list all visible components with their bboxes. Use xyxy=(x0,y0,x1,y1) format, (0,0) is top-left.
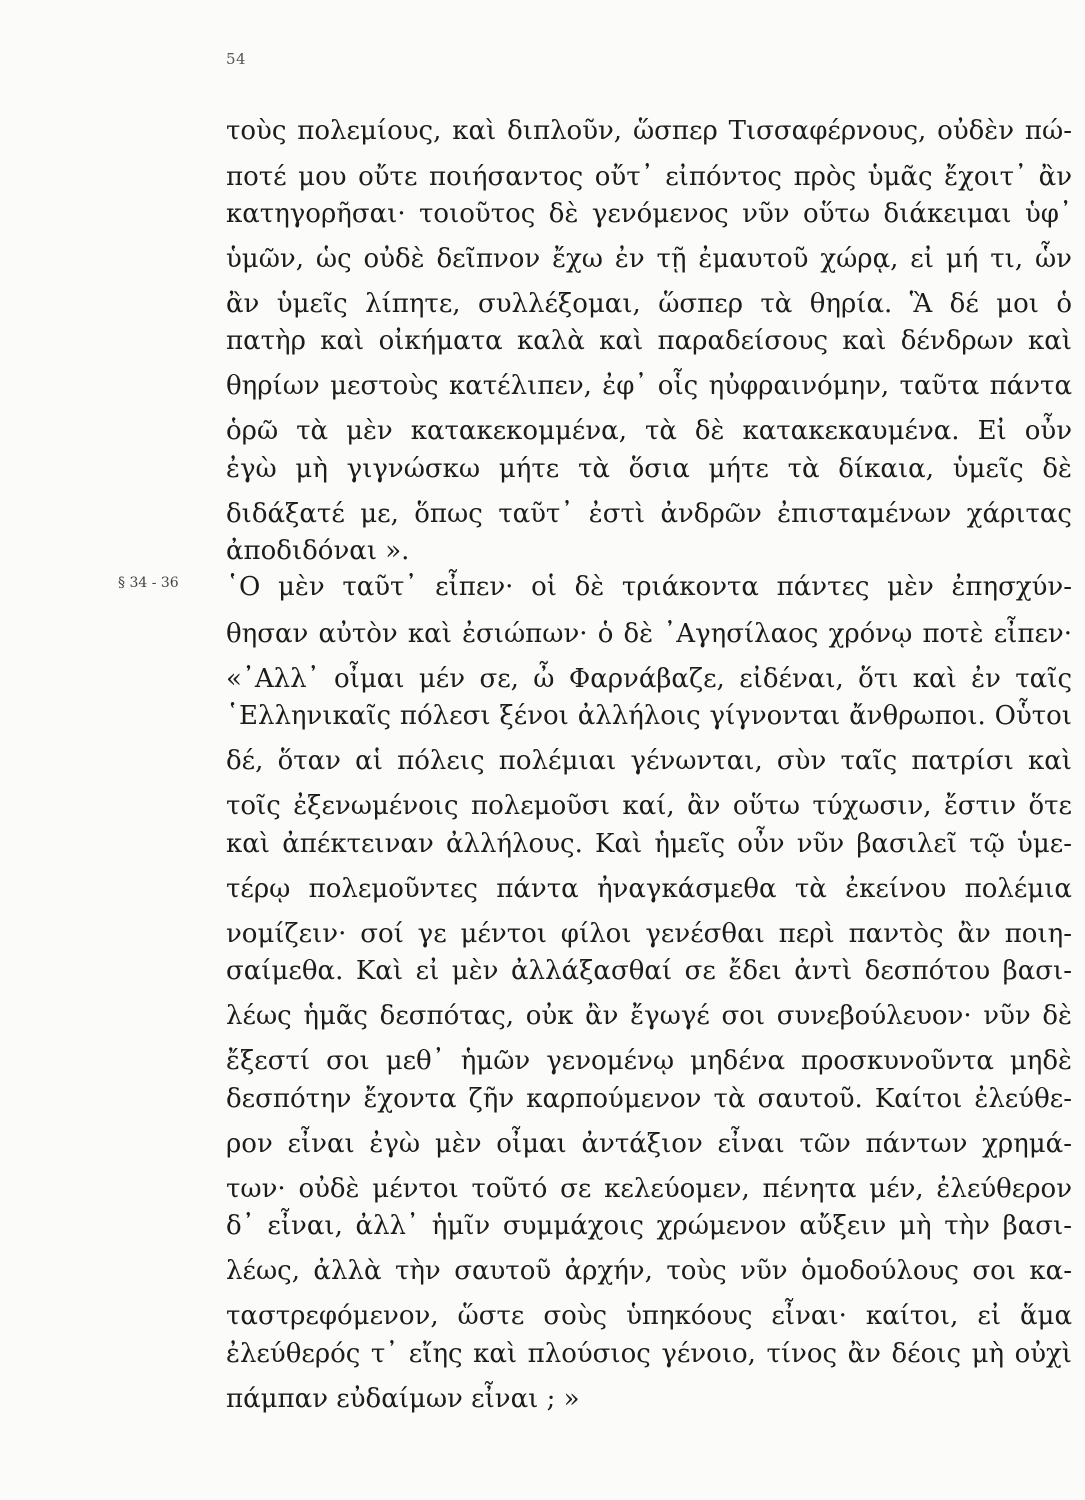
text-line: σαίμεθα. Καὶ εἰ μὲν ἀλλάξασθαί σε ἔδει ἀντὶ δεσπότου βασι- xyxy=(226,956,1072,986)
text-line: ῾Ελληνικαῖς πόλεσι ξένοι ἀλλήλοις γίγνονται ἄνθρωποι. Οὗτοι xyxy=(226,701,1072,731)
text-line: ἔξεστί σοι μεθ᾽ ἡμῶν γενομένῳ μηδένα προσκυνοῦντα μηδὲ xyxy=(226,1046,1072,1076)
text-line: νομίζειν· σοί γε μέντοι φίλοι γενέσθαι περὶ παντὸς ἂν ποιη- xyxy=(226,919,1072,949)
text-line: ἀποδιδόναι ». xyxy=(226,536,410,566)
text-line: ρον εἶναι ἐγὼ μὲν οἶμαι ἀντάξιον εἶναι τῶν πάντων χρημά- xyxy=(226,1129,1072,1159)
text-line: λέως ἡμᾶς δεσπότας, οὐκ ἂν ἔγωγέ σοι συνεβούλευον· νῦν δὲ xyxy=(226,1001,1072,1031)
text-line: πάμπαν εὐδαίμων εἶναι ; » xyxy=(226,1384,580,1414)
text-line: κατηγορῆσαι· τοιοῦτος δὲ γενόμενος νῦν οὕτω διάκειμαι ὑφ᾽ xyxy=(226,199,1072,229)
text-line: καὶ ἀπέκτειναν ἀλλήλους. Καὶ ἡμεῖς οὖν νῦν βασιλεῖ τῷ ὑμε- xyxy=(226,829,1072,859)
text-line: ταστρεφόμενον, ὥστε σοὺς ὑπηκόους εἶναι· καίτοι, εἰ ἅμα xyxy=(226,1301,1072,1331)
text-line: ἐλεύθερός τ᾽ εἴης καὶ πλούσιος γένοιο, τίνος ἂν δέοις μὴ οὐχὶ xyxy=(226,1339,1072,1369)
text-line: ῾Ο μὲν ταῦτ᾽ εἶπεν· οἱ δὲ τριάκοντα πάντες μὲν ἐπησχύν- xyxy=(226,572,1072,602)
text-line: «᾽Αλλ᾽ οἶμαι μέν σε, ὦ Φαρνάβαζε, εἰδέναι, ὅτι καὶ ἐν ταῖς xyxy=(226,664,1072,694)
text-line: θησαν αὐτὸν καὶ ἐσιώπων· ὁ δὲ ᾽Αγησίλαος χρόνῳ ποτὲ εἶπεν· xyxy=(226,619,1072,649)
page-number: 54 xyxy=(226,50,247,68)
text-line: τοῖς ἐξενωμένοις πολεμοῦσι καί, ἂν οὕτω τύχωσιν, ἔστιν ὅτε xyxy=(226,791,1072,821)
text-line: ἐγὼ μὴ γιγνώσκω μήτε τὰ ὅσια μήτε τὰ δίκαια, ὑμεῖς δὲ xyxy=(226,454,1072,484)
text-line: τοὺς πολεμίους, καὶ διπλοῦν, ὥσπερ Τισσαφέρνους, οὐδὲν πώ- xyxy=(226,116,1072,146)
text-line: δ᾽ εἶναι, ἀλλ᾽ ἡμῖν συμμάχοις χρώμενον αὔξειν μὴ τὴν βασι- xyxy=(226,1211,1072,1241)
text-line: δέ, ὅταν αἱ πόλεις πολέμιαι γένωνται, σὺν ταῖς πατρίσι καὶ xyxy=(226,746,1072,776)
text-line: λέως, ἀλλὰ τὴν σαυτοῦ ἀρχήν, τοὺς νῦν ὁμοδούλους σοι κα- xyxy=(226,1256,1072,1286)
text-line: τέρῳ πολεμοῦντες πάντα ἠναγκάσμεθα τὰ ἐκείνου πολέμια xyxy=(226,874,1072,904)
text-line: πατὴρ καὶ οἰκήματα καλὰ καὶ παραδείσους καὶ δένδρων καὶ xyxy=(226,326,1072,356)
text-line: ποτέ μου οὔτε ποιήσαντος οὔτ᾽ εἰπόντος πρὸς ὑμᾶς ἔχοιτ᾽ ἂν xyxy=(226,162,1072,192)
text-line: των· οὐδὲ μέντοι τοῦτό σε κελεύομεν, πένητα μέν, ἐλεύθερον xyxy=(226,1174,1072,1204)
text-line: θηρίων μεστοὺς κατέλιπεν, ἐφ᾽ οἷς ηὐφραινόμην, ταῦτα πάντα xyxy=(226,371,1072,401)
text-line: ὁρῶ τὰ μὲν κατακεκομμένα, τὰ δὲ κατακεκαυμένα. Εἰ οὖν xyxy=(226,416,1072,446)
section-marker: § 34 - 36 xyxy=(118,575,179,591)
text-line: δεσπότην ἔχοντα ζῆν καρπούμενον τὰ σαυτοῦ. Καίτοι ἐλεύθε- xyxy=(226,1084,1072,1114)
text-line: ὑμῶν, ὡς οὐδὲ δεῖπνον ἔχω ἐν τῇ ἐμαυτοῦ χώρᾳ, εἰ μή τι, ὧν xyxy=(226,244,1072,274)
text-line: διδάξατέ με, ὅπως ταῦτ᾽ ἐστὶ ἀνδρῶν ἐπισταμένων χάριτας xyxy=(226,499,1072,529)
text-line: ἂν ὑμεῖς λίπητε, συλλέξομαι, ὥσπερ τὰ θηρία. Ἃ δέ μοι ὁ xyxy=(226,289,1072,319)
